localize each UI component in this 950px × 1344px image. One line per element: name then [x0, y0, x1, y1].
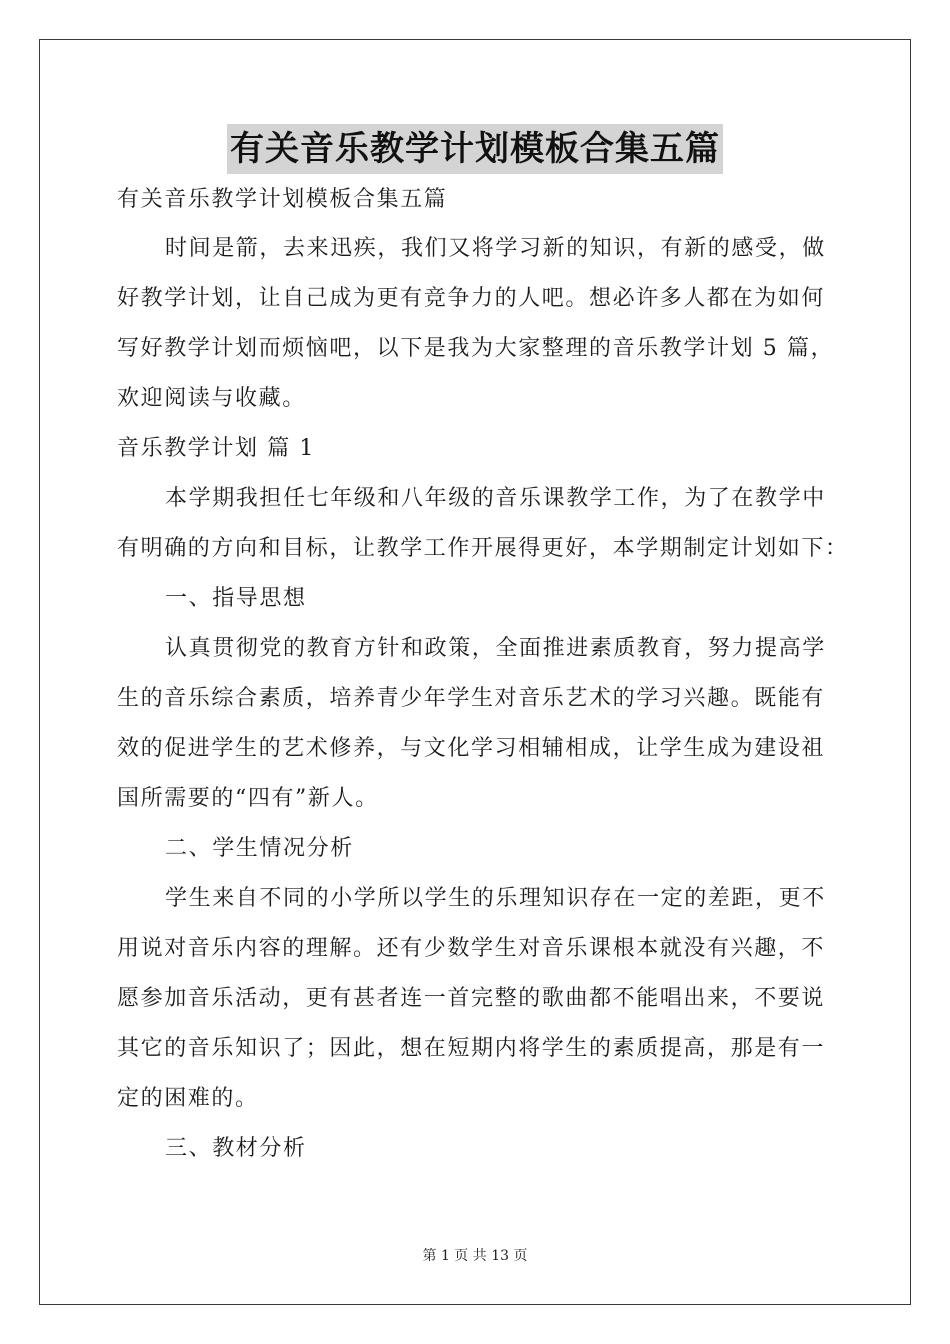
section-heading: 音乐教学计划 篇 1 — [117, 436, 315, 461]
page-border — [39, 39, 911, 1305]
paragraph-line: 效的促进学生的艺术修养，与文化学习相辅相成，让学生成为建设祖 — [117, 736, 826, 761]
paragraph-line: 写好教学计划而烦恼吧，以下是我为大家整理的音乐教学计划 5 篇， — [117, 336, 835, 361]
paragraph-line: 有明确的方向和目标，让教学工作开展得更好，本学期制定计划如下： — [117, 536, 849, 561]
paragraph-line: 生的音乐综合素质，培养青少年学生对音乐艺术的学习兴趣。既能有 — [117, 686, 826, 711]
paragraph-line: 国所需要的“四有”新人。 — [117, 786, 379, 811]
subsection-heading: 三、教材分析 — [165, 1136, 307, 1161]
paragraph-line: 本学期我担任七年级和八年级的音乐课教学工作，为了在教学中 — [165, 486, 826, 511]
paragraph-line: 定的困难的。 — [117, 1086, 259, 1111]
paragraph-line: 用说对音乐内容的理解。还有少数学生对音乐课根本就没有兴趣，不 — [117, 936, 826, 961]
document-title: 有关音乐教学计划模板合集五篇 — [227, 124, 723, 174]
page-footer: 第 1 页 共 13 页 — [422, 1248, 528, 1264]
paragraph-line: 好教学计划，让自己成为更有竞争力的人吧。想必许多人都在为如何 — [117, 286, 826, 311]
subsection-heading: 一、指导思想 — [165, 586, 307, 611]
subtitle-line: 有关音乐教学计划模板合集五篇 — [117, 187, 448, 212]
title-container — [0, 124, 950, 174]
paragraph-line: 其它的音乐知识了；因此，想在短期内将学生的素质提高，那是有一 — [117, 1036, 826, 1061]
paragraph-line: 认真贯彻党的教育方针和政策，全面推进素质教育，努力提高学 — [165, 636, 826, 661]
paragraph-line: 时间是箭，去来迅疾，我们又将学习新的知识，有新的感受，做 — [165, 236, 826, 261]
paragraph-line: 愿参加音乐活动，更有甚者连一首完整的歌曲都不能唱出来，不要说 — [117, 986, 826, 1011]
paragraph-line: 欢迎阅读与收藏。 — [117, 386, 306, 411]
paragraph-line: 学生来自不同的小学所以学生的乐理知识存在一定的差距，更不 — [165, 886, 826, 911]
subsection-heading: 二、学生情况分析 — [165, 836, 354, 861]
